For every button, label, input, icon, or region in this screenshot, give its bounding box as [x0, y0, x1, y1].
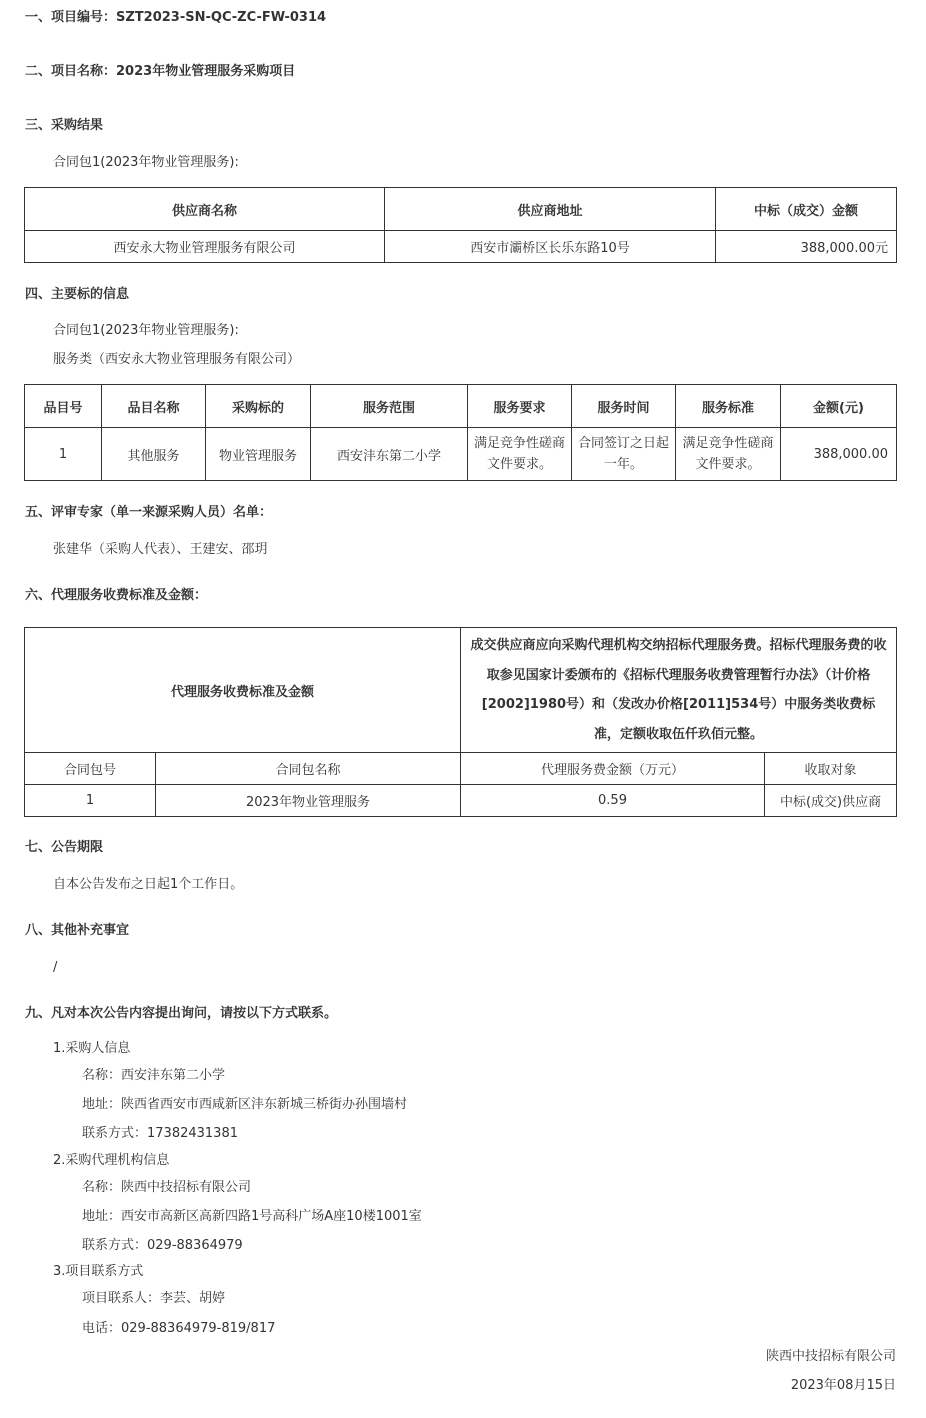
- items-subject: 物业管理服务: [206, 428, 311, 481]
- fee-header-amount: 代理服务费金额（万元）: [461, 753, 765, 785]
- buyer-title: 1.采购人信息: [53, 1041, 131, 1056]
- section-title-experts: 五、评审专家（单一来源采购人员）名单：: [25, 505, 273, 520]
- agency-phone: 联系方式：029-88364979: [82, 1238, 243, 1253]
- result-supplier: 西安永大物业管理服务有限公司: [25, 231, 385, 263]
- result-header-supplier: 供应商名称: [25, 188, 385, 231]
- result-address: 西安市灞桥区长乐东路10号: [385, 231, 716, 263]
- section-title-items: 四、主要标的信息: [25, 287, 130, 302]
- project-name-value: 2023年物业管理服务采购项目: [116, 64, 296, 79]
- result-header-address: 供应商地址: [385, 188, 716, 231]
- items-header-requirement: 服务要求: [468, 385, 572, 428]
- fee-package-no: 1: [25, 785, 156, 817]
- items-package: 合同包1(2023年物业管理服务):: [53, 323, 239, 338]
- items-header-no: 品目号: [25, 385, 102, 428]
- agency-address: 地址：西安市高新区高新四路1号高科广场A座10楼1001室: [82, 1209, 422, 1224]
- items-table: [24, 384, 897, 481]
- project-number: [25, 10, 326, 26]
- result-package: 合同包1(2023年物业管理服务):: [53, 155, 239, 170]
- section-title-result: 三、采购结果: [25, 118, 104, 133]
- project-number-label: 一、项目编号：: [25, 10, 117, 25]
- items-category: 服务类（西安永大物业管理服务有限公司）: [53, 352, 301, 367]
- fee-header-package-no: 合同包号: [25, 753, 156, 785]
- other-text: /: [53, 960, 58, 975]
- items-name: 其他服务: [102, 428, 206, 481]
- result-table: [24, 187, 897, 263]
- items-header-amount: 金额(元): [781, 385, 897, 428]
- experts-names: 张建华（采购人代表）、王建安、邵玥: [53, 542, 268, 557]
- buyer-name: 名称：西安沣东第二小学: [82, 1068, 226, 1083]
- items-requirement: 满足竞争性磋商文件要求。: [468, 428, 572, 481]
- agency-title: 2.采购代理机构信息: [53, 1153, 170, 1168]
- fee-table: [24, 627, 897, 817]
- buyer-phone: 联系方式：17382431381: [82, 1126, 238, 1141]
- contact-person: 项目联系人：李芸、胡婷: [82, 1291, 226, 1306]
- result-header-amount: 中标（成交）金额: [716, 188, 897, 231]
- fee-payer: 中标(成交)供应商: [765, 785, 897, 817]
- section-title-other: 八、其他补充事宜: [25, 923, 130, 938]
- fee-amount: 0.59: [461, 785, 765, 817]
- project-name: [25, 64, 295, 80]
- items-no: 1: [25, 428, 102, 481]
- section-title-fee: 六、代理服务收费标准及金额：: [25, 588, 208, 603]
- section-title-contact: 九、凡对本次公告内容提出询问，请按以下方式联系。: [25, 1006, 338, 1021]
- fee-header-package-name: 合同包名称: [156, 753, 461, 785]
- items-header-name: 品目名称: [102, 385, 206, 428]
- items-scope: 西安沣东第二小学: [311, 428, 468, 481]
- fee-header-payer: 收取对象: [765, 753, 897, 785]
- items-header-time: 服务时间: [572, 385, 676, 428]
- fee-package-name: 2023年物业管理服务: [156, 785, 461, 817]
- period-text: 自本公告发布之日起1个工作日。: [53, 877, 244, 892]
- project-number-value: SZT2023-SN-QC-ZC-FW-0314: [116, 10, 327, 25]
- result-amount: 388,000.00元: [716, 231, 897, 263]
- buyer-address: 地址：陕西省西安市西咸新区沣东新城三桥街办孙围墙村: [82, 1097, 408, 1112]
- items-header-subject: 采购标的: [206, 385, 311, 428]
- items-amount: 388,000.00: [781, 428, 897, 481]
- fee-description: 成交供应商应向采购代理机构交纳招标代理服务费。招标代理服务费的收取参见国家计委颁布的《招标代理服务收费管理暂行办法》（计价格[2002]1980号）和（发改办价格[2011]534号）中服务类收费标准，定额收取伍仟玖佰元整。: [461, 628, 897, 753]
- table-row: [25, 428, 897, 481]
- project-name-label: 二、项目名称：: [25, 64, 117, 79]
- fee-label: 代理服务收费标准及金额: [25, 628, 461, 753]
- table-row: [25, 231, 897, 263]
- items-header-scope: 服务范围: [311, 385, 468, 428]
- items-time: 合同签订之日起一年。: [572, 428, 676, 481]
- items-standard: 满足竞争性磋商文件要求。: [676, 428, 781, 481]
- table-row: [25, 785, 897, 817]
- footer-date: 2023年08月15日: [790, 1378, 896, 1393]
- agency-name: 名称：陕西中技招标有限公司: [82, 1180, 252, 1195]
- section-title-period: 七、公告期限: [25, 840, 104, 855]
- contact-phone: 电话：029-88364979-819/817: [82, 1321, 276, 1336]
- contact-title: 3.项目联系方式: [53, 1264, 144, 1279]
- footer-org: 陕西中技招标有限公司: [765, 1349, 896, 1364]
- items-header-standard: 服务标准: [676, 385, 781, 428]
